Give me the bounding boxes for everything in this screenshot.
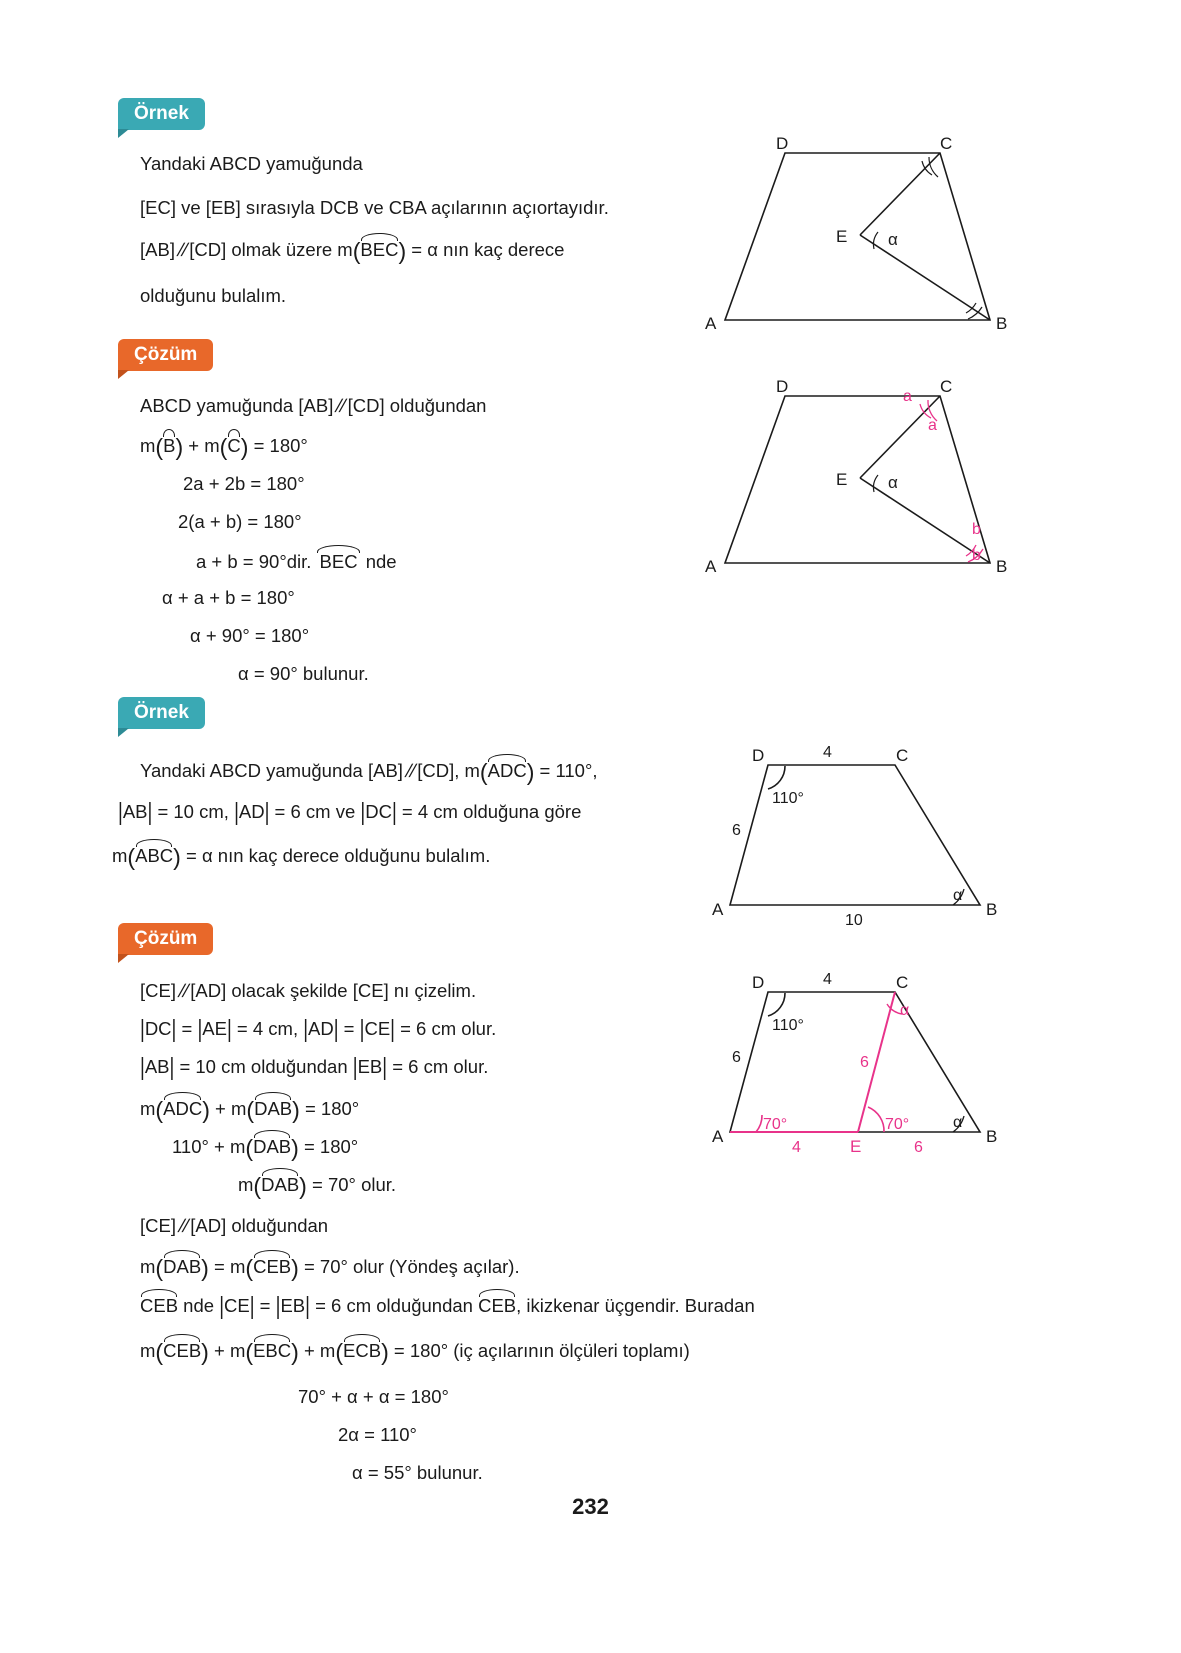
s2l9-b: CE [224, 1295, 250, 1316]
svg-text:A: A [705, 557, 717, 576]
s2l1-b: [AD] olacak şekilde [CE] nı çizelim. [190, 980, 477, 1001]
s2l10-arc1: CEB [163, 1335, 201, 1366]
svg-text:C: C [940, 377, 953, 396]
svg-text:B: B [996, 557, 1008, 576]
example1-line1: Yandaki ABCD yamuğunda [140, 153, 363, 174]
s2l2-h: = 6 cm olur. [394, 1018, 497, 1039]
s2l10-b: + m [208, 1340, 246, 1362]
parallel-icon: // [176, 980, 191, 1001]
s2l4-a: m [140, 1098, 156, 1120]
s2l6-b: = 70° olur. [306, 1174, 397, 1196]
svg-text:110°: 110° [772, 1017, 804, 1034]
ex2-l3-b: = α nın kaç derece olduğunu bulalım. [180, 845, 491, 867]
solution2-line2: |DC| = |AE| = 4 cm, |AD| = |CE| = 6 cm olur. [140, 1014, 497, 1043]
svg-text:4: 4 [823, 971, 832, 988]
solution1-line3: 2a + 2b = 180° [183, 473, 305, 494]
svg-text:A: A [705, 314, 717, 333]
ex2-l1-a: Yandaki ABCD yamuğunda [140, 760, 368, 782]
solution2-line5: 110° + m(DAB) = 180° [172, 1131, 358, 1167]
s2l2-d: = 4 cm, [231, 1018, 304, 1039]
ex2-l1-b: [AB] [367, 760, 403, 782]
s2l9-a: nde [178, 1295, 220, 1316]
parallel-icon: // [176, 1215, 191, 1236]
label-ornek-2: Örnek [118, 697, 205, 729]
svg-text:A: A [712, 900, 724, 919]
s1l1-a: ABCD yamuğunda [140, 395, 299, 416]
svg-text:a: a [928, 417, 937, 434]
s2l4-c: = 180° [299, 1098, 360, 1120]
svg-text:10: 10 [845, 912, 863, 929]
solution1-line1 [140, 392, 486, 421]
s2l2-f: = [338, 1018, 360, 1039]
ex2-l1-c: [CD], m [417, 760, 480, 782]
s2l3-c: EB [357, 1056, 383, 1077]
s2l3-d: = 6 cm olur. [387, 1056, 489, 1077]
svg-text:α: α [953, 1114, 963, 1131]
ex2-l3-a: m [112, 845, 128, 867]
solution1-line5: a + b = 90°dir. BEC nde [196, 546, 397, 577]
figure-solution2 [710, 972, 1030, 1162]
svg-text:E: E [836, 470, 848, 489]
s2l3-a: AB [144, 1056, 170, 1077]
svg-text:D: D [752, 973, 765, 992]
s2l9-arc1: CEB [140, 1290, 178, 1321]
s2l7-a: [CE] [140, 1215, 176, 1236]
parallel-icon: // [403, 760, 418, 782]
svg-text:E: E [850, 1137, 862, 1156]
s2l5-a: 110° + m [172, 1136, 246, 1158]
ex2-l1-d: = 110°, [534, 760, 598, 782]
s2l2-c: AE [202, 1018, 227, 1039]
s2l4-b: + m [209, 1098, 247, 1120]
example2-line2: |AB| = 10 cm, |AD| = 6 cm ve |DC| = 4 cm olduğuna göre [118, 797, 582, 826]
parallel-icon: // [333, 395, 348, 416]
example1-line2: [EC] ve [EB] sırasıyla DCB ve CBA açılarının açıortayıdır. [140, 197, 609, 218]
ex2-l2-d: = 6 cm ve [269, 801, 361, 822]
figure-example2 [710, 745, 1030, 930]
s1l1-b: [AB] [298, 395, 334, 416]
ex2-l3-arc: ABC [135, 840, 173, 871]
svg-text:α: α [900, 1002, 910, 1019]
example1-line3: [AB]//[CD] olmak üzere m(BEC) = α nın kaç derece [140, 234, 564, 270]
svg-text:B: B [986, 900, 998, 919]
solution2-line11: 70° + α + α = 180° [298, 1386, 449, 1407]
svg-text:6: 6 [732, 822, 741, 839]
s2l2-e: AD [308, 1018, 334, 1039]
figure-solution1 [700, 378, 1030, 583]
svg-text:B: B [996, 314, 1008, 333]
label-ornek-1: Örnek [118, 98, 205, 130]
s2l8-c: = 70° olur (Yöndeş açılar). [298, 1256, 520, 1278]
svg-text:6: 6 [860, 1054, 869, 1071]
s2l8-arc1: DAB [163, 1251, 201, 1282]
label-cozum-2: Çözüm [118, 923, 213, 955]
s2l6-a: m [238, 1174, 254, 1196]
s2l6-arc: DAB [261, 1169, 299, 1200]
s2l9-f: , ikizkenar üçgendir. Buradan [516, 1295, 755, 1316]
s2l2-b: = [176, 1018, 198, 1039]
solution2-line9: CEB nde |CE| = |EB| = 6 cm olduğundan CEB, ikizkenar üçgendir. Buradan [140, 1291, 755, 1320]
svg-text:b: b [972, 547, 981, 564]
solution1-line6: α + a + b = 180° [162, 587, 295, 608]
solution2-line4: m(ADC) + m(DAB) = 180° [140, 1093, 359, 1129]
ex1-l3-b: [CD] olmak üzere m [189, 239, 353, 261]
s2l4-arc2: DAB [254, 1093, 292, 1124]
figure-example1 [700, 135, 1030, 340]
s2l9-arc2: CEB [478, 1290, 516, 1321]
svg-text:b: b [972, 521, 981, 538]
s2l7-b: [AD] olduğundan [190, 1215, 329, 1236]
s2l8-arc2: CEB [253, 1251, 291, 1282]
solution1-line7: α + 90° = 180° [190, 625, 310, 646]
svg-text:a: a [903, 388, 912, 405]
svg-text:70°: 70° [885, 1116, 910, 1133]
ex2-l2-e: DC [365, 801, 392, 822]
svg-text:α: α [888, 473, 898, 492]
s2l9-c: = [254, 1295, 276, 1316]
svg-text:E: E [836, 227, 848, 246]
svg-text:A: A [712, 1127, 724, 1146]
svg-text:6: 6 [732, 1049, 741, 1066]
ex2-l2-c: AD [238, 801, 265, 822]
ex1-l3-a: [AB] [140, 239, 175, 261]
svg-text:C: C [896, 746, 909, 765]
solution1-line8: α = 90° bulunur. [238, 663, 369, 684]
ex2-l2-b: = 10 cm, [152, 801, 235, 822]
svg-text:4: 4 [792, 1139, 801, 1156]
s2l5-b: = 180° [298, 1136, 359, 1158]
example2-line3: m(ABC) = α nın kaç derece olduğunu bulalım. [112, 840, 490, 876]
example2-line1: Yandaki ABCD yamuğunda [AB]//[CD], m(ADC) = 110°, [140, 755, 598, 791]
svg-text:C: C [896, 973, 909, 992]
s2l8-b: = m [208, 1256, 246, 1278]
solution2-line10: m(CEB) + m(EBC) + m(ECB) = 180° (iç açılarının ölçüleri toplamı) [140, 1335, 690, 1371]
s2l5-arc: DAB [253, 1131, 291, 1162]
svg-text:D: D [752, 746, 765, 765]
solution2-line8: m(DAB) = m(CEB) = 70° olur (Yöndeş açılar). [140, 1251, 520, 1287]
s2l10-c: + m [298, 1340, 336, 1362]
svg-text:70°: 70° [763, 1116, 788, 1133]
s2l10-arc2: EBC [253, 1335, 291, 1366]
svg-text:α: α [888, 230, 898, 249]
s2l10-d: = 180° (iç açılarının ölçüleri toplamı) [388, 1340, 690, 1362]
s2l1-a: [CE] [140, 980, 176, 1001]
s2l10-arc3: ECB [343, 1335, 381, 1366]
solution2-line3: |AB| = 10 cm olduğundan |EB| = 6 cm olur. [140, 1052, 489, 1081]
svg-text:B: B [986, 1127, 998, 1146]
solution2-line1 [140, 977, 476, 1006]
parallel-icon: // [175, 239, 190, 261]
ex2-l1-arc: ADC [488, 755, 527, 786]
solution1-line4: 2(a + b) = 180° [178, 511, 302, 532]
solution2-line6: m(DAB) = 70° olur. [238, 1169, 396, 1205]
s2l3-b: = 10 cm olduğundan [174, 1056, 353, 1077]
s2l4-arc1: ADC [163, 1093, 202, 1124]
s2l9-e: = 6 cm olduğundan [309, 1295, 479, 1316]
ex1-l3-c: = α nın kaç derece [406, 239, 565, 261]
solution2-line7 [140, 1212, 328, 1241]
solution1-line2: m(B) + m(C) = 180° [140, 430, 308, 466]
s2l10-a: m [140, 1340, 156, 1362]
solution2-line12: 2α = 110° [338, 1424, 417, 1445]
example1-line4: olduğunu bulalım. [140, 285, 287, 306]
ex2-l2-f: = 4 cm olduğuna göre [396, 801, 582, 822]
svg-text:110°: 110° [772, 790, 804, 807]
label-cozum-1: Çözüm [118, 339, 213, 371]
s2l8-a: m [140, 1256, 156, 1278]
solution2-line13: α = 55° bulunur. [352, 1462, 483, 1483]
svg-text:6: 6 [914, 1139, 923, 1156]
svg-text:D: D [776, 134, 789, 153]
ex1-l3-arc: BEC [360, 234, 398, 265]
s2l9-d: EB [280, 1295, 306, 1316]
svg-text:α: α [953, 887, 963, 904]
s2l2-g: CE [364, 1018, 391, 1039]
ex2-l2-a: AB [122, 801, 148, 822]
svg-text:C: C [940, 134, 953, 153]
svg-text:D: D [776, 377, 789, 396]
page-number: 232 [572, 1494, 609, 1519]
svg-text:4: 4 [823, 744, 832, 761]
s1l1-c: [CD] olduğundan [347, 395, 487, 416]
s2l2-a: DC [144, 1018, 172, 1039]
